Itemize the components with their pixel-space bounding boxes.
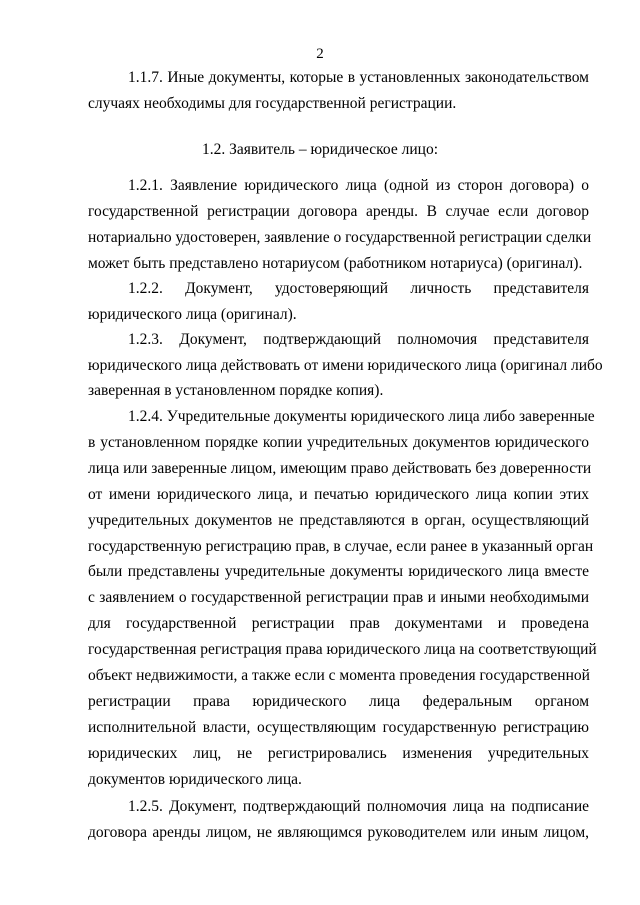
paragraph-1-2-4-line-4: от имени юридического лица, и печатью юридического лица копии этих <box>88 486 589 503</box>
paragraph-1-2-4-line-8: с заявлением о государственной регистрации прав и иными необходимыми <box>88 589 589 606</box>
paragraph-1-2-5-line-2: договора аренды лицом, не являющимся руководителем или иным лицом, <box>88 824 589 841</box>
paragraph-1-2-1-line-3: нотариально удостоверен, заявление о государственной регистрации сделки <box>88 229 592 246</box>
paragraph-1-2-3-line-3: заверенная в установленном порядке копия). <box>88 382 384 399</box>
paragraph-1-2-4-line-13: исполнительной власти, осуществляющим государственную регистрацию <box>88 719 589 736</box>
paragraph-1-2-1-line-2: государственной регистрации договора аренды. В случае если договор <box>88 203 589 220</box>
paragraph-1-2-4-line-7: были представлены учредительные документы юридического лица вместе <box>88 563 589 580</box>
paragraph-1-2-3-line-2: юридического лица действовать от имени юридического лица (оригинал либо <box>88 357 603 374</box>
paragraph-1-2-2-line-2: юридического лица (оригинал). <box>88 306 297 323</box>
paragraph-1-2-4-line-2: в установленном порядке копии учредительных документов юридического <box>88 434 589 451</box>
paragraph-1-2-3-line-1: 1.2.3. Документ, подтверждающий полномочия представителя <box>128 331 589 348</box>
paragraph-1-2-4-line-1: 1.2.4. Учредительные документы юридического лица либо заверенные <box>128 408 595 425</box>
paragraph-1-2-2-line-1: 1.2.2. Документ, удостоверяющий личность представителя <box>128 280 589 297</box>
paragraph-1-1-7-line-1: 1.1.7. Иные документы, которые в установленных законодательством <box>128 69 589 86</box>
paragraph-1-2-4-line-10: государственная регистрация права юридического лица на соответствующий <box>88 641 597 658</box>
paragraph-1-2-4-line-12: регистрации права юридического лица федеральным органом <box>88 693 589 710</box>
paragraph-1-1-7-line-2: случаях необходимы для государственной регистрации. <box>88 95 457 112</box>
paragraph-1-2-4-line-9: для государственной регистрации прав документами и проведена <box>88 615 589 632</box>
paragraph-1-2-4-line-15: документов юридического лица. <box>88 771 302 788</box>
page-number: 2 <box>316 46 324 62</box>
paragraph-1-2-4-line-5: учредительных документов не представляются в орган, осуществляющий <box>88 512 589 529</box>
section-heading-1-2: 1.2. Заявитель – юридическое лицо: <box>201 141 439 158</box>
paragraph-1-2-4-line-3: лица или заверенные лицом, имеющим право действовать без доверенности <box>88 460 592 477</box>
paragraph-1-2-5-line-1: 1.2.5. Документ, подтверждающий полномочия лица на подписание <box>128 798 589 815</box>
paragraph-1-2-1-line-1: 1.2.1. Заявление юридического лица (одной из сторон договора) о <box>128 177 589 194</box>
paragraph-1-2-4-line-6: государственную регистрацию прав, в случае, если ранее в указанный орган <box>88 538 594 555</box>
paragraph-1-2-1-line-4: может быть представлено нотариусом (работником нотариуса) (оригинал). <box>88 255 583 272</box>
paragraph-1-2-4-line-11: объект недвижимости, а также если с момента проведения государственной <box>88 667 590 684</box>
paragraph-1-2-4-line-14: юридических лиц, не регистрировались изменения учредительных <box>88 745 589 762</box>
